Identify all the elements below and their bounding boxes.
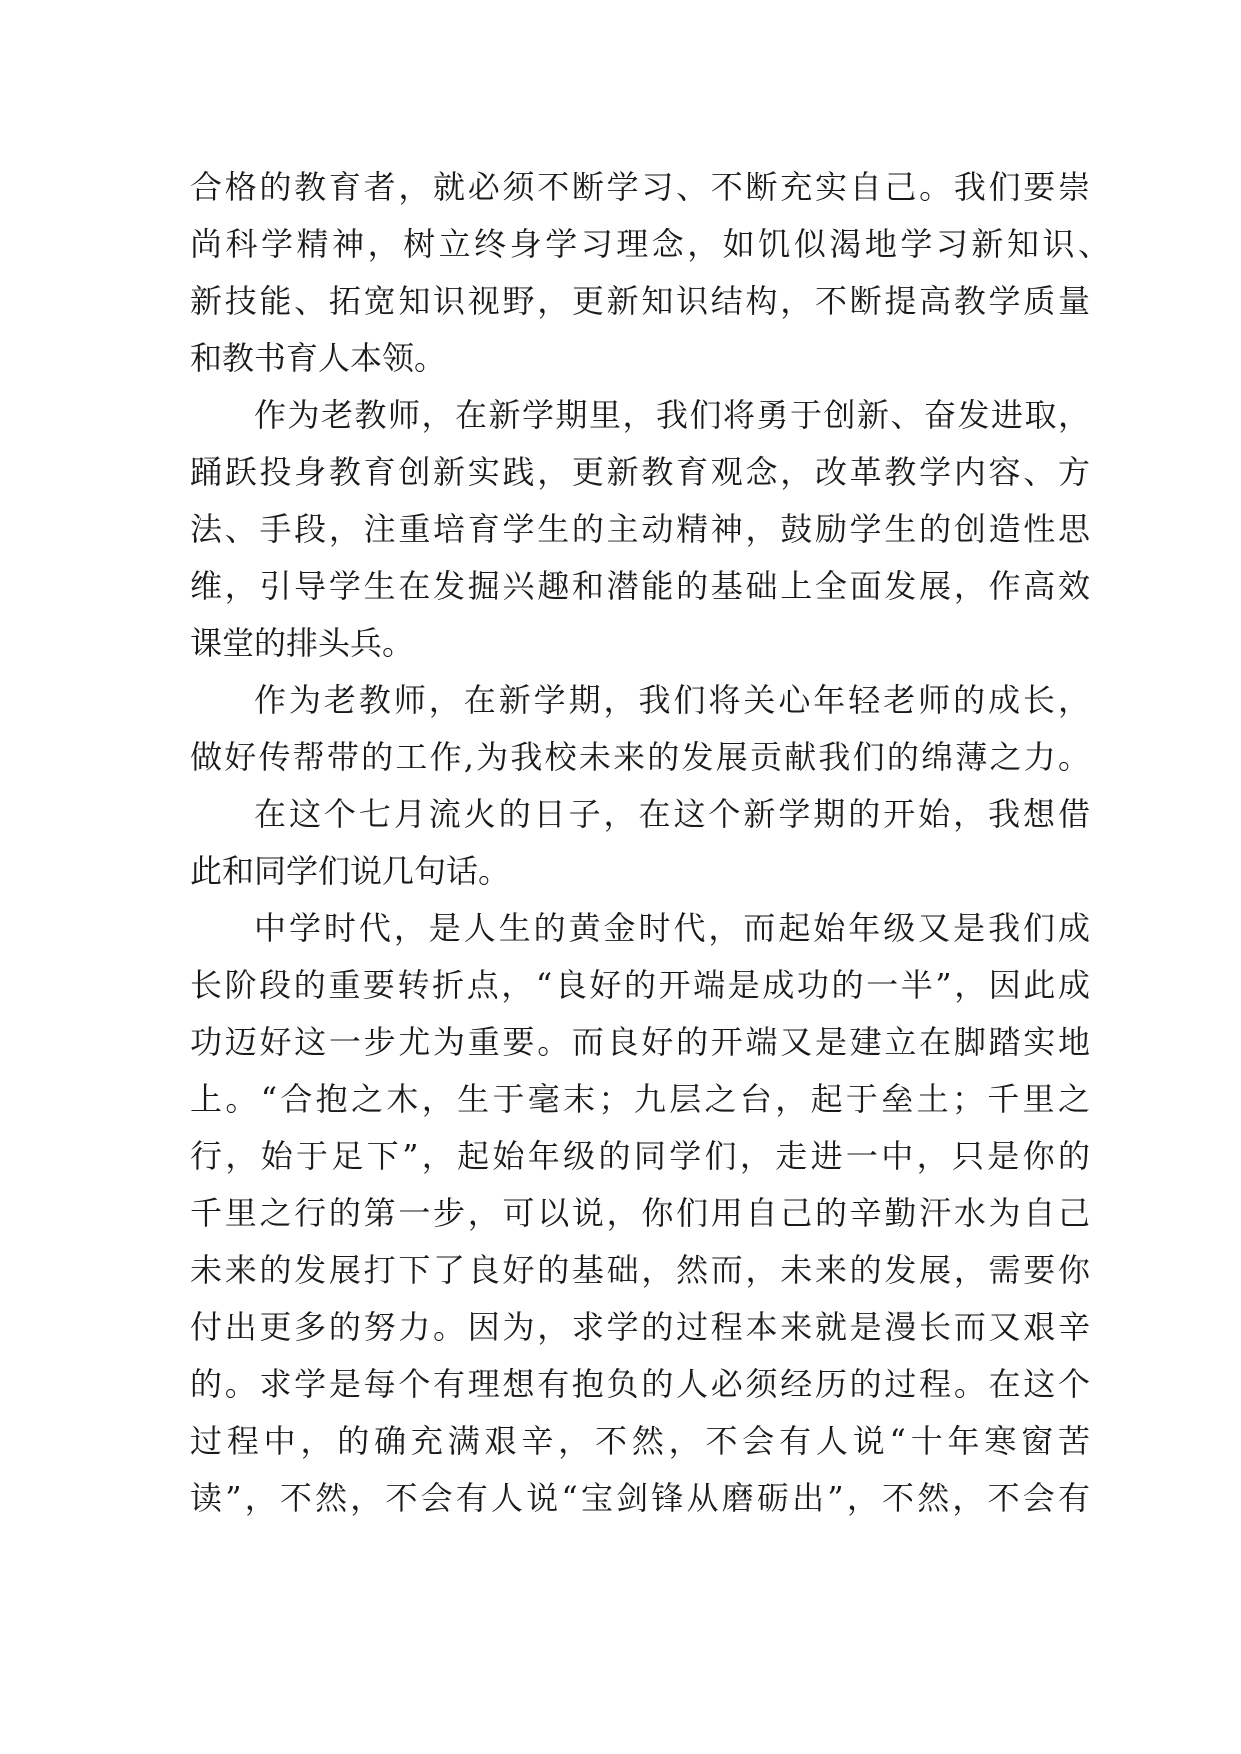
body-text-line: 读”，不然，不会有人说“宝剑锋从磨砺出”，不然，不会有 [190,1479,1090,1517]
paragraph-first-line: 作为老教师，在新学期里，我们将勇于创新、奋发进取， [254,396,1090,434]
body-text-line: 上。“合抱之木，生于毫末；九层之台，起于垒土；千里之 [190,1080,1090,1118]
body-text-line: 行，始于足下”，起始年级的同学们，走进一中，只是你的 [190,1137,1090,1175]
paragraph-first-line: 在这个七月流火的日子，在这个新学期的开始，我想借 [254,795,1090,833]
body-text-line: 合格的教育者，就必须不断学习、不断充实自己。我们要崇 [190,168,1090,206]
body-text-line: 踊跃投身教育创新实践，更新教育观念，改革教学内容、方 [190,453,1090,491]
body-text-line: 维，引导学生在发掘兴趣和潜能的基础上全面发展，作高效 [190,567,1090,605]
body-text-line: 过程中，的确充满艰辛，不然，不会有人说“十年寒窗苦 [190,1422,1090,1460]
body-text-line: 功迈好这一步尤为重要。而良好的开端又是建立在脚踏实地 [190,1023,1090,1061]
body-text-line: 的。求学是每个有理想有抱负的人必须经历的过程。在这个 [190,1365,1090,1403]
body-text-line: 新技能、拓宽知识视野，更新知识结构，不断提高教学质量 [190,282,1090,320]
body-text-line: 法、手段，注重培育学生的主动精神，鼓励学生的创造性思 [190,510,1090,548]
body-text-line: 做好传帮带的工作,为我校未来的发展贡献我们的绵薄之力。 [190,738,1090,776]
body-text-line: 此和同学们说几句话。 [190,852,511,890]
body-text-line: 千里之行的第一步，可以说，你们用自己的辛勤汗水为自己 [190,1194,1090,1232]
paragraph-first-line: 作为老教师，在新学期，我们将关心年轻老师的成长， [254,681,1090,719]
body-text-line: 付出更多的努力。因为，求学的过程本来就是漫长而又艰辛 [190,1308,1090,1346]
body-text-line: 和教书育人本领。 [190,339,447,377]
body-text-line: 长阶段的重要转折点，“良好的开端是成功的一半”，因此成 [190,966,1090,1004]
body-text-line: 尚科学精神，树立终身学习理念，如饥似渴地学习新知识、 [190,225,1110,263]
body-text-line: 课堂的排头兵。 [190,624,415,662]
paragraph-first-line: 中学时代，是人生的黄金时代，而起始年级又是我们成 [254,909,1090,947]
body-text-line: 未来的发展打下了良好的基础，然而，未来的发展，需要你 [190,1251,1090,1289]
